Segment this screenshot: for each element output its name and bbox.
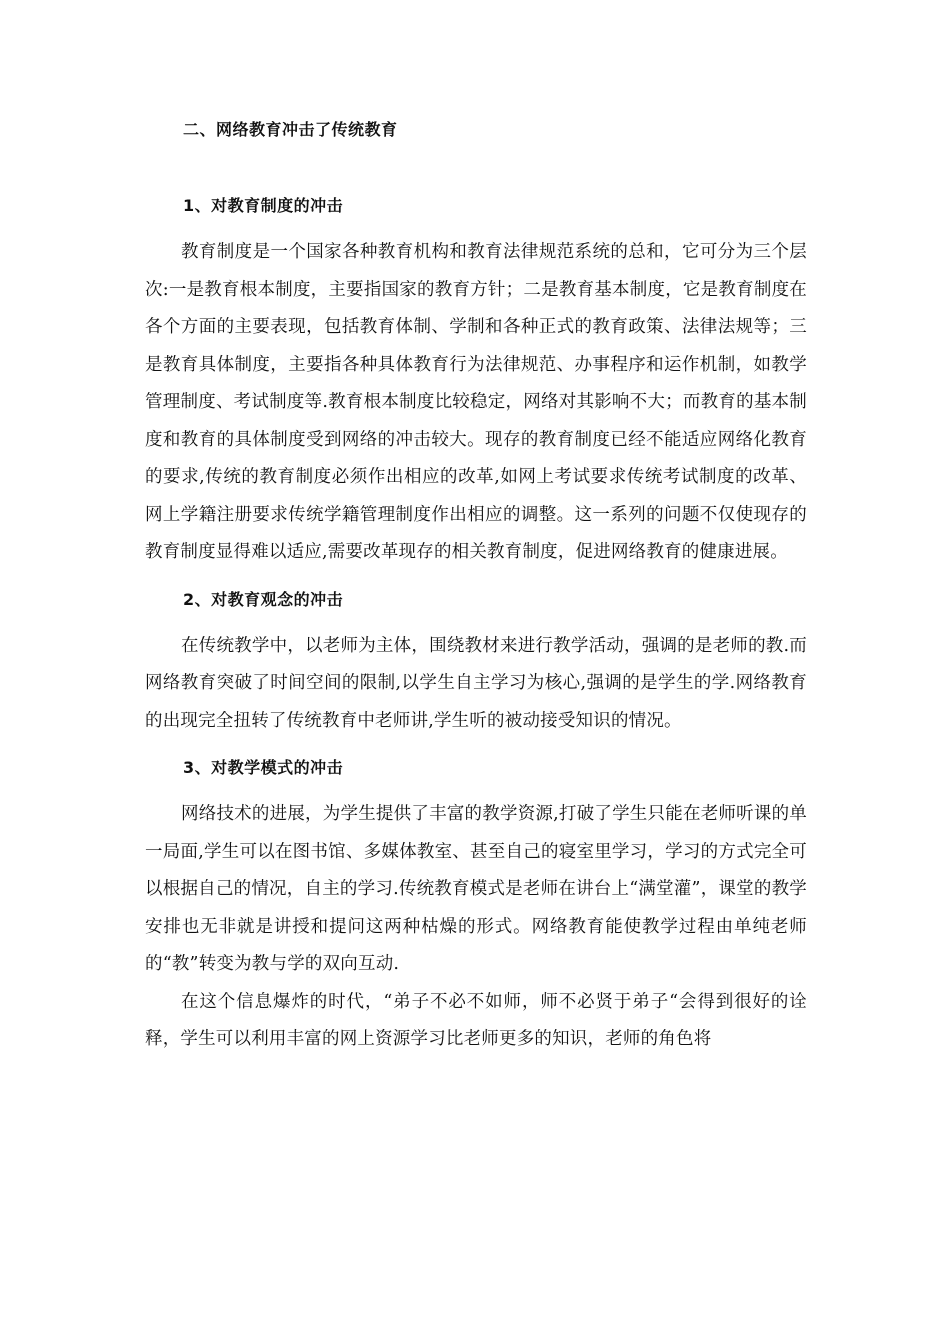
paragraph: 在传统教学中，以老师为主体，围绕教材来进行教学活动，强调的是老师的教.而网络教育突破了时间空间的限制,以学生自主学习为核心,强调的是学生的学.网络教育的出现完全扭转了传统教育中老师讲,学生听的被动接受知识的情况。 [145,635,807,731]
paragraph: 教育制度是一个国家各种教育机构和教育法律规范系统的总和，它可分为三个层次:一是教育根本制度，主要指国家的教育方针；二是教育基本制度，它是教育制度在各个方面的主要表现，包括教育体制、学制和各种正式的教育政策、法律法规等；三是教育具体制度，主要指各种具体教育行为法律规范、办事程序和运作机制，如教学管理制度、考试制度等.教育根本制度比较稳定，网络对其影响不大；而教育的基本制度和教育的具体制度受到网络的冲击较大。现存的教育制度已经不能适应网络化教育的要求,传统的教育制度必须作出相应的改革,如网上考试要求传统考试制度的改革、网上学籍注册要求传统学籍管理制度作出相应的调整。这一系列的问题不仅使现存的教育制度显得难以适应,需要改革现存的相关教育制度，促进网络教育的健康进展。 [145,242,807,562]
subsection-heading-3: 3、对教学模式的冲击 [183,758,344,777]
paragraph: 在这个信息爆炸的时代，“弟子不必不如师，师不必贤于弟子“会得到很好的诠释，学生可以利用丰富的网上资源学习比老师更多的知识，老师的角色将 [145,991,807,1049]
paragraph: 网络技术的进展，为学生提供了丰富的教学资源,打破了学生只能在老师听课的单一局面,学生可以在图书馆、多媒体教室、甚至自己的寝室里学习，学习的方式完全可以根据自己的情况，自主的学习.传统教育模式是老师在讲台上“满堂灌”，课堂的教学安排也无非就是讲授和提问这两种枯燥的形式。网络教育能使教学过程由单纯老师的“教”转变为教与学的双向互动. [145,804,807,974]
document-body [145,112,807,1059]
subsection-heading-2: 2、对教育观念的冲击 [183,589,344,609]
subsection-heading-1: 1、对教育制度的冲击 [183,196,344,215]
section-title: 二、网络教育冲击了传统教育 [183,120,398,139]
